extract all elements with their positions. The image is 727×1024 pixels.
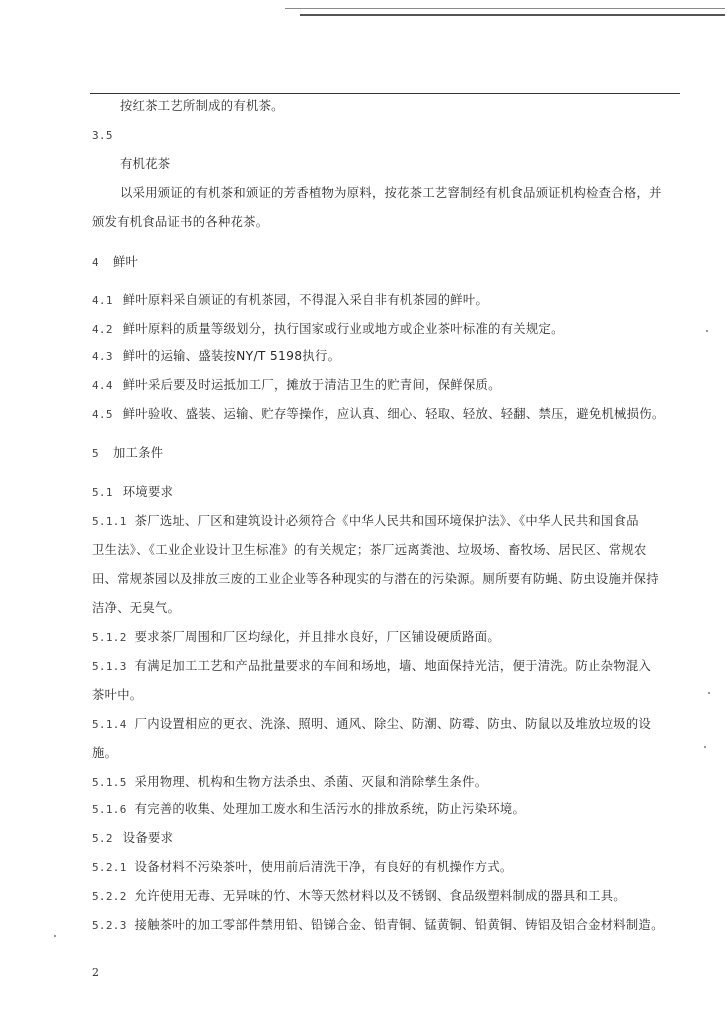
clause: 5.1.6 有完善的收集、处理加工废水和生活污水的排放系统，防止污染环境。 [92, 802, 526, 816]
scan-speck [704, 746, 706, 748]
clause: 5.1.5 采用物理、机构和生物方法杀虫、杀菌、灭鼠和消除孳生条件。 [92, 775, 488, 789]
scan-speck [54, 935, 56, 937]
header-rule [90, 93, 680, 94]
text-line: 茶叶中。 [92, 688, 143, 702]
top-scan-rule [285, 8, 725, 9]
section-heading: 4 鲜叶 [92, 255, 139, 269]
top-scan-rule-thick [300, 14, 725, 16]
clause: 4.2 鲜叶原料的质量等级划分，执行国家或行业或地方或企业茶叶标准的有关规定。 [92, 322, 564, 336]
scan-speck [708, 692, 710, 694]
subsection-heading: 5.2 设备要求 [92, 831, 174, 845]
clause: 5.1.4 厂内设置相应的更衣、洗涤、照明、通风、除尘、防潮、防霉、防虫、防鼠以及堆放垃圾的设 [92, 717, 652, 731]
scan-speck [706, 330, 708, 332]
text-line: 卫生法》、《工业企业设计卫生标准》的有关规定；茶厂远离粪池、垃圾场、畜牧场、居民区、常规农 [92, 543, 647, 557]
clause: 5.2.3 接触茶叶的加工零部件禁用铅、铅锑合金、铅青铜、锰黄铜、铅黄铜、铸铝及铝合金材料制造。 [92, 918, 664, 932]
clause: 5.2.1 设备材料不污染茶叶，使用前后清洗干净，有良好的有机操作方式。 [92, 860, 513, 874]
clause: 4.1 鲜叶原料采自颁证的有机茶园，不得混入采自非有机茶园的鲜叶。 [92, 293, 489, 307]
clause: 4.5 鲜叶验收、盛装、运输、贮存等操作，应认真、细心、轻取、轻放、轻翻、禁压，避免机械损伤。 [92, 407, 665, 421]
clause: 5.1.3 有满足加工工艺和产品批量要求的车间和场地，墙、地面保持光洁，便于清洗。防止杂物混入 [92, 659, 652, 673]
text-line: 以采用颁证的有机茶和颁证的芳香植物为原料，按花茶工艺窨制经有机食品颁证机构检查合格，并 [120, 186, 662, 200]
clause: 4.4 鲜叶采后要及时运抵加工厂，摊放于清洁卫生的贮青间，保鲜保质。 [92, 378, 501, 392]
text-line: 施。 [92, 746, 118, 760]
section-title: 有机花茶 [120, 157, 171, 171]
subsection-heading: 5.1 环境要求 [92, 485, 174, 499]
text-line: 田、常规茶园以及排放三废的工业企业等各种现实的与潜在的污染源。厕所要有防蝇、防虫设施并保持 [92, 572, 659, 586]
text-line: 洁净、无臭气。 [92, 601, 181, 615]
section-number: 3.5 [92, 129, 113, 142]
clause: 4.3 鲜叶的运输、盛装按NY/T 5198执行。 [92, 349, 341, 363]
section-heading: 5 加工条件 [92, 446, 164, 460]
clause: 5.1.2 要求茶厂周围和厂区均绿化，并且排水良好，厂区铺设硬质路面。 [92, 630, 500, 644]
text-line: 按红茶工艺所制成的有机茶。 [120, 99, 284, 113]
page-number: 2 [92, 966, 99, 979]
clause: 5.1.1 茶厂选址、厂区和建筑设计必须符合《中华人民共和国环境保护法》、《中华人民共和国食品 [92, 514, 639, 528]
clause: 5.2.2 允许使用无毒、无异味的竹、木等天然材料以及不锈钢、食品级塑料制成的器具和工具。 [92, 889, 626, 903]
text-line: 颁发有机食品证书的各种花茶。 [92, 215, 269, 229]
